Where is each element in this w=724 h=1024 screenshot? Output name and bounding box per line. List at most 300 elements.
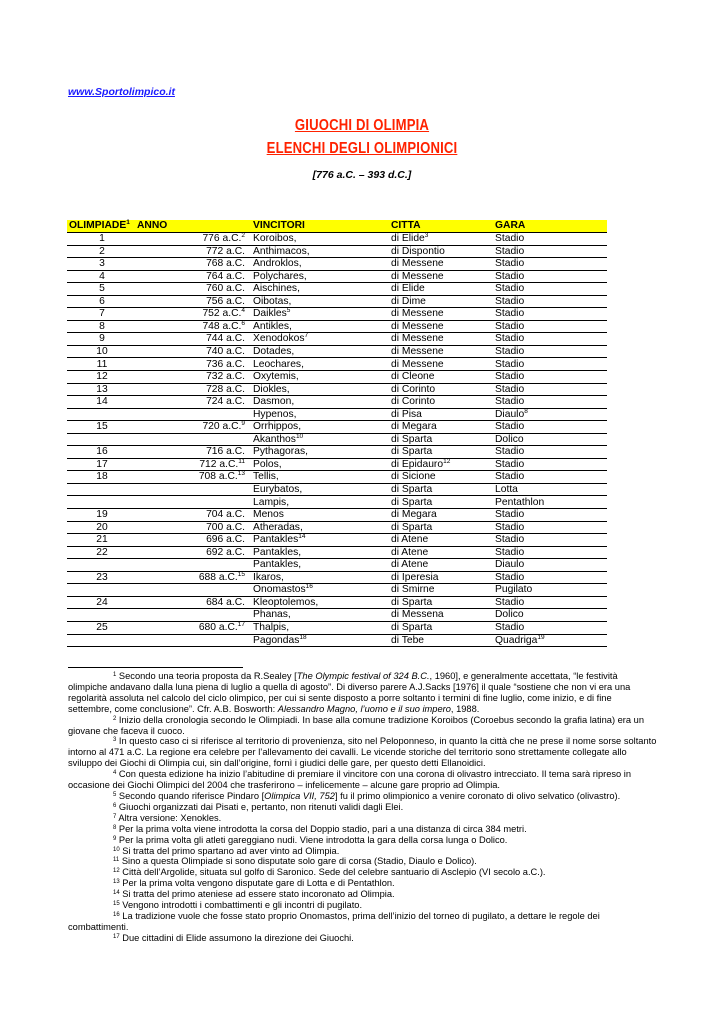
- cell-text: 740 a.C.: [206, 345, 245, 357]
- cell-text: Eurybatos,: [253, 483, 303, 495]
- gara-cell: [493, 496, 607, 509]
- footnote-ref: 16: [305, 583, 313, 591]
- olimpiade-cell: [67, 333, 135, 346]
- cell-text: Stadio: [495, 345, 525, 357]
- page-title: GIUOCHI DI OLIMPIA: [294, 117, 430, 134]
- footnote-ref: 15: [237, 570, 245, 578]
- anno-cell: [135, 308, 247, 321]
- cell-text: di Messene: [391, 358, 444, 370]
- cell-text: Stadio: [495, 622, 525, 633]
- cell-text: 760 a.C.: [206, 283, 245, 295]
- olimpiade-cell: [67, 270, 135, 283]
- table-row: [67, 521, 607, 534]
- vincitore-cell: [247, 621, 389, 634]
- anno-cell: [135, 446, 247, 459]
- citta-cell: [389, 496, 493, 509]
- citta-cell: [389, 609, 493, 622]
- citta-cell: [389, 584, 493, 597]
- anno-cell: [135, 258, 247, 271]
- olimpiade-cell: [67, 258, 135, 271]
- gara-cell: [493, 509, 607, 522]
- table-row: [67, 358, 607, 371]
- footnote-number: 16: [113, 911, 120, 918]
- olimpiade-cell: [67, 609, 135, 622]
- olimpiade-cell: [67, 634, 135, 647]
- anno-cell: [135, 458, 247, 471]
- cell-text: 704 a.C.: [206, 509, 245, 521]
- table-row: [67, 571, 607, 584]
- citta-cell: [389, 571, 493, 584]
- cell-text: Lotta: [495, 483, 518, 495]
- footnote-text: Sino a questa Olimpiade si sono disputate solo gare di corsa (Stadio, Diaulo e Dolico).: [119, 856, 477, 867]
- cell-text: Stadio: [495, 421, 525, 433]
- cell-text: Stadio: [495, 446, 525, 458]
- citta-cell: [389, 295, 493, 308]
- cell-text: Diokles,: [253, 383, 290, 395]
- gara-cell: [493, 483, 607, 496]
- table-row: [67, 295, 607, 308]
- table-row: [67, 320, 607, 333]
- table-row: [67, 233, 607, 246]
- footnote-ref: 17: [237, 621, 245, 628]
- cell-text: 756 a.C.: [206, 295, 245, 307]
- citta-cell: [389, 408, 493, 421]
- cell-text: Stadio: [495, 596, 525, 608]
- olimpiade-cell: [67, 433, 135, 446]
- table-row: [67, 433, 607, 446]
- citta-cell: [389, 521, 493, 534]
- cell-text: 716 a.C.: [206, 446, 245, 458]
- citta-cell: [389, 621, 493, 634]
- footnote-ref: 9: [241, 420, 245, 428]
- footnote: [68, 715, 658, 737]
- cell-text: Pentathlon: [495, 496, 545, 508]
- anno-cell: [135, 621, 247, 634]
- citta-cell: [389, 358, 493, 371]
- footnote: [68, 933, 658, 944]
- cell-text: 21: [96, 534, 108, 546]
- cell-text: Stadio: [495, 371, 525, 383]
- gara-cell: [493, 571, 607, 584]
- citta-cell: [389, 345, 493, 358]
- footnote-text: Per la prima volta viene introdotta la corsa del Doppio stadio, pari a una distanza di circa 384 metri.: [116, 823, 527, 834]
- footnote-text: , 1988.: [450, 703, 480, 714]
- cell-text: di Sparta: [391, 596, 433, 608]
- citta-cell: [389, 471, 493, 484]
- anno-cell: [135, 534, 247, 547]
- vincitore-cell: [247, 559, 389, 572]
- table-row: [67, 471, 607, 484]
- footnote: [68, 846, 658, 857]
- anno-cell: [135, 421, 247, 434]
- gara-cell: [493, 546, 607, 559]
- cell-text: di Corinto: [391, 396, 436, 408]
- olimpiade-cell: [67, 458, 135, 471]
- cell-text: 688 a.C.: [198, 571, 238, 583]
- gara-cell: [493, 358, 607, 371]
- table-row: [67, 258, 607, 271]
- gara-cell: [493, 408, 607, 421]
- table-header-row: [67, 220, 607, 233]
- olimpiade-cell: [67, 383, 135, 396]
- cell-text: di Sparta: [391, 521, 433, 533]
- footnote-number: 10: [113, 846, 120, 853]
- gara-cell: [493, 634, 607, 647]
- cell-text: Stadio: [495, 295, 525, 307]
- olimpiade-cell: [67, 295, 135, 308]
- vincitore-cell: [247, 396, 389, 409]
- cell-text: 4: [99, 270, 105, 282]
- cell-text: di Elide: [391, 283, 425, 295]
- footnotes: [68, 671, 658, 944]
- footnote-ref: 6: [241, 319, 245, 327]
- footnote-ref: 11: [238, 457, 245, 465]
- footnote: [68, 835, 658, 846]
- vincitore-cell: [247, 471, 389, 484]
- cell-text: 7: [99, 308, 105, 320]
- footnote-number: 7: [113, 813, 117, 820]
- cell-text: ANNO: [137, 220, 168, 231]
- gara-cell: [493, 258, 607, 271]
- footnote-text: Altra versione: Xenokles.: [116, 812, 222, 823]
- citta-cell: [389, 596, 493, 609]
- anno-cell: [135, 270, 247, 283]
- cell-text: Lampis,: [253, 496, 290, 508]
- cell-text: VINCITORI: [253, 220, 305, 231]
- cell-text: di Messene: [391, 270, 444, 282]
- cell-text: Diaulo: [495, 408, 525, 420]
- olimpiade-cell: [67, 483, 135, 496]
- footnote: [68, 791, 658, 802]
- cell-text: Menos: [253, 509, 284, 521]
- cell-text: 8: [99, 320, 105, 332]
- footnote-number: 9: [113, 835, 117, 842]
- anno-cell: [135, 509, 247, 522]
- cell-text: Stadio: [495, 308, 525, 320]
- cell-text: Kleoptolemos,: [253, 596, 319, 608]
- cell-text: di Sparta: [391, 483, 433, 495]
- cell-text: 744 a.C.: [206, 333, 245, 345]
- cell-text: Anthimacos,: [253, 245, 310, 257]
- footnote: [68, 671, 658, 715]
- header-citta: [389, 220, 493, 233]
- table-row: [67, 559, 607, 572]
- cell-text: Polos,: [253, 458, 282, 470]
- vincitore-cell: [247, 458, 389, 471]
- olimpiade-cell: [67, 245, 135, 258]
- footnote-ref: 2: [241, 232, 245, 240]
- table-row: [67, 584, 607, 597]
- cell-text: di Tebe: [391, 634, 425, 646]
- cell-text: di Pisa: [391, 408, 422, 420]
- footnote-number: 5: [113, 791, 117, 798]
- footnote-text: Secondo una teoria proposta da R.Sealey [: [116, 671, 297, 681]
- vincitore-cell: [247, 609, 389, 622]
- table-row: [67, 396, 607, 409]
- cell-text: Aischines,: [253, 283, 300, 295]
- vincitore-cell: [247, 571, 389, 584]
- cell-text: Dolico: [495, 433, 524, 445]
- vincitore-cell: [247, 320, 389, 333]
- gara-cell: [493, 283, 607, 296]
- anno-cell: [135, 559, 247, 572]
- vincitore-cell: [247, 534, 389, 547]
- gara-cell: [493, 245, 607, 258]
- cell-text: di Atene: [391, 534, 429, 546]
- cell-text: Stadio: [495, 233, 525, 245]
- olimpiade-cell: [67, 308, 135, 321]
- cell-text: Pugilato: [495, 584, 533, 596]
- olimpiade-cell: [67, 371, 135, 384]
- cell-text: 10: [96, 345, 108, 357]
- anno-cell: [135, 571, 247, 584]
- footnote-ref: 18: [299, 633, 307, 641]
- cell-text: Stadio: [495, 534, 525, 546]
- footnote-text: Due cittadini di Elide assumono la direzione dei Giuochi.: [119, 932, 354, 943]
- gara-cell: [493, 609, 607, 622]
- gara-cell: [493, 446, 607, 459]
- cell-text: Stadio: [495, 333, 525, 345]
- cell-text: Koroibos,: [253, 233, 297, 245]
- vincitore-cell: [247, 270, 389, 283]
- table-row: [67, 546, 607, 559]
- footnote-text: ] fu il primo olimpionico a venire coronato di olivo selvatico (olivastro).: [334, 790, 621, 801]
- table-row: [67, 609, 607, 622]
- cell-text: di Sicione: [391, 471, 436, 483]
- gara-cell: [493, 534, 607, 547]
- gara-cell: [493, 320, 607, 333]
- cell-text: Pantakles,: [253, 559, 302, 571]
- cell-text: Stadio: [495, 383, 525, 395]
- cell-text: di Corinto: [391, 383, 436, 395]
- anno-cell: [135, 483, 247, 496]
- footnote-ref: 7: [304, 332, 309, 340]
- cell-text: Stadio: [495, 509, 525, 521]
- cell-text: 22: [96, 546, 108, 558]
- gara-cell: [493, 333, 607, 346]
- gara-cell: [493, 295, 607, 308]
- table-row: [67, 308, 607, 321]
- olimpiade-cell: [67, 446, 135, 459]
- cell-text: 13: [96, 383, 108, 395]
- table-row: [67, 621, 607, 634]
- cell-text: 768 a.C.: [206, 258, 245, 270]
- cell-text: 692 a.C.: [206, 546, 245, 558]
- citta-cell: [389, 458, 493, 471]
- footnote-text: Si tratta del primo ateniese ad essere stato incoronato ad Olimpia.: [119, 889, 395, 900]
- footnote-text: Alessandro Magno, l’uomo e il suo impero: [277, 703, 451, 714]
- cell-text: CITTA: [391, 220, 421, 231]
- cell-text: 764 a.C.: [206, 270, 245, 282]
- olimpiade-cell: [67, 559, 135, 572]
- cell-text: 712 a.C.: [199, 458, 239, 470]
- cell-text: di Dispontio: [391, 245, 445, 257]
- gara-cell: [493, 270, 607, 283]
- anno-cell: [135, 371, 247, 384]
- footnote-text: Si tratta del primo spartano ad aver vinto ad Olimpia.: [119, 845, 340, 856]
- footnote: [68, 856, 658, 867]
- olimpiade-cell: [67, 283, 135, 296]
- footnote-text: , 1960], e generalmente accettata, “le festività olimpiche andavano dalla luna piena di luglio a quella di agosto”. Di diverso parere A.J.Sacks [1976] il quale “sostiene che non vi era una regolarità assoluta nel calcolo del ciclo olimpico, per cui si sente disposto a porre soltanto i termini di fine luglio, come inizio, e di fine settembre, come conclusione”. Cfr. A.B. Bosworth:: [68, 671, 631, 714]
- cell-text: 700 a.C.: [206, 521, 245, 533]
- footnote-ref: 8: [524, 407, 528, 415]
- cell-text: 9: [99, 333, 105, 345]
- gara-cell: [493, 471, 607, 484]
- citta-cell: [389, 383, 493, 396]
- footnote: [68, 824, 658, 835]
- cell-text: 748 a.C.: [202, 320, 242, 332]
- anno-cell: [135, 233, 247, 246]
- cell-text: Phanas,: [253, 609, 291, 621]
- citta-cell: [389, 258, 493, 271]
- cell-text: Pantakles: [253, 534, 299, 546]
- anno-cell: [135, 634, 247, 647]
- cell-text: di Messena: [391, 609, 444, 621]
- cell-text: 1: [99, 233, 105, 245]
- vincitore-cell: [247, 446, 389, 459]
- table-row: [67, 446, 607, 459]
- footnote: [68, 878, 658, 889]
- footnote-separator: [68, 667, 243, 668]
- olimpiade-cell: [67, 496, 135, 509]
- footnote-text: The Olympic festival of 324 B.C.: [296, 671, 430, 681]
- footnote-text: Giuochi organizzati dai Pisati e, pertanto, non ritenuti validi dagli Elei.: [116, 801, 404, 812]
- gara-cell: [493, 421, 607, 434]
- olimpiade-cell: [67, 233, 135, 246]
- footnote-ref: 10: [295, 432, 304, 440]
- table-row: [67, 245, 607, 258]
- table-row: [67, 421, 607, 434]
- cell-text: di Megara: [391, 421, 437, 433]
- citta-cell: [389, 270, 493, 283]
- site-link[interactable]: www.Sportolimpico.it: [68, 86, 175, 98]
- cell-text: Leochares,: [253, 358, 304, 370]
- anno-cell: [135, 584, 247, 597]
- olimpiade-cell: [67, 421, 135, 434]
- cell-text: Stadio: [495, 270, 525, 282]
- olimpiade-cell: [67, 571, 135, 584]
- table-row: [67, 509, 607, 522]
- vincitore-cell: [247, 634, 389, 647]
- citta-cell: [389, 333, 493, 346]
- cell-text: 752 a.C.: [202, 308, 242, 320]
- table-row: [67, 483, 607, 496]
- gara-cell: [493, 584, 607, 597]
- table-row: [67, 408, 607, 421]
- cell-text: Stadio: [495, 358, 525, 370]
- table-body: [67, 233, 607, 647]
- gara-cell: [493, 621, 607, 634]
- table-row: [67, 283, 607, 296]
- citta-cell: [389, 509, 493, 522]
- citta-cell: [389, 320, 493, 333]
- cell-text: 14: [96, 396, 108, 408]
- cell-text: di Messene: [391, 320, 444, 332]
- cell-text: Xenodokos: [253, 333, 305, 345]
- cell-text: Stadio: [495, 571, 525, 583]
- cell-text: Stadio: [495, 458, 525, 470]
- gara-cell: [493, 521, 607, 534]
- vincitore-cell: [247, 546, 389, 559]
- footnote-text: Per la prima volta vengono disputate gare di Lotta e di Pentathlon.: [119, 878, 395, 889]
- cell-text: Stadio: [495, 258, 525, 270]
- footnote-number: 1: [113, 672, 117, 678]
- olimpiade-cell: [67, 345, 135, 358]
- page-subtitle: ELENCHI DEGLI OLIMPIONICI: [266, 140, 458, 157]
- footnote-number: 8: [113, 824, 117, 831]
- citta-cell: [389, 559, 493, 572]
- anno-cell: [135, 358, 247, 371]
- vincitore-cell: [247, 258, 389, 271]
- footnote-number: 13: [113, 879, 120, 886]
- vincitore-cell: [247, 421, 389, 434]
- footnote-ref: 1: [126, 219, 130, 226]
- anno-cell: [135, 521, 247, 534]
- vincitore-cell: [247, 483, 389, 496]
- cell-text: di Sparta: [391, 446, 433, 458]
- cell-text: Polychares,: [253, 270, 307, 282]
- cell-text: Ikaros,: [253, 571, 284, 583]
- citta-cell: [389, 371, 493, 384]
- anno-cell: [135, 408, 247, 421]
- footnote: [68, 911, 658, 933]
- footnote-number: 15: [113, 901, 120, 908]
- cell-text: Diaulo: [495, 559, 525, 571]
- cell-text: 696 a.C.: [206, 534, 245, 546]
- cell-text: 684 a.C.: [206, 596, 245, 608]
- footnote-text: Olimpica VII, 752: [264, 790, 335, 801]
- cell-text: 5: [99, 283, 105, 295]
- vincitore-cell: [247, 233, 389, 246]
- citta-cell: [389, 308, 493, 321]
- cell-text: di Sparta: [391, 433, 433, 445]
- anno-cell: [135, 333, 247, 346]
- gara-cell: [493, 233, 607, 246]
- citta-cell: [389, 396, 493, 409]
- cell-text: 19: [96, 509, 108, 521]
- footnote-ref: 19: [537, 633, 545, 641]
- cell-text: di Megara: [391, 509, 437, 521]
- cell-text: Oxytemis,: [253, 371, 299, 383]
- anno-cell: [135, 546, 247, 559]
- cell-text: di Cleone: [391, 371, 435, 383]
- footnote: [68, 867, 658, 878]
- anno-cell: [135, 596, 247, 609]
- cell-text: di Dime: [391, 295, 426, 307]
- cell-text: Thalpis,: [253, 622, 290, 633]
- footnote: [68, 813, 658, 824]
- olimpiade-cell: [67, 471, 135, 484]
- vincitore-cell: [247, 295, 389, 308]
- cell-text: 15: [96, 421, 108, 433]
- footnote-number: 3: [113, 737, 117, 744]
- vincitore-cell: [247, 358, 389, 371]
- cell-text: Stadio: [495, 245, 525, 257]
- vincitore-cell: [247, 308, 389, 321]
- cell-text: Quadriga: [495, 634, 538, 646]
- anno-cell: [135, 383, 247, 396]
- cell-text: Daikles: [253, 308, 287, 320]
- cell-text: Pantakles,: [253, 546, 302, 558]
- vincitore-cell: [247, 408, 389, 421]
- gara-cell: [493, 596, 607, 609]
- cell-text: Stadio: [495, 283, 525, 295]
- period-range: [776 a.C. – 393 d.C.]: [312, 169, 412, 181]
- cell-text: Stadio: [495, 546, 525, 558]
- cell-text: Antikles,: [253, 320, 292, 332]
- cell-text: Dolico: [495, 609, 524, 621]
- anno-cell: [135, 345, 247, 358]
